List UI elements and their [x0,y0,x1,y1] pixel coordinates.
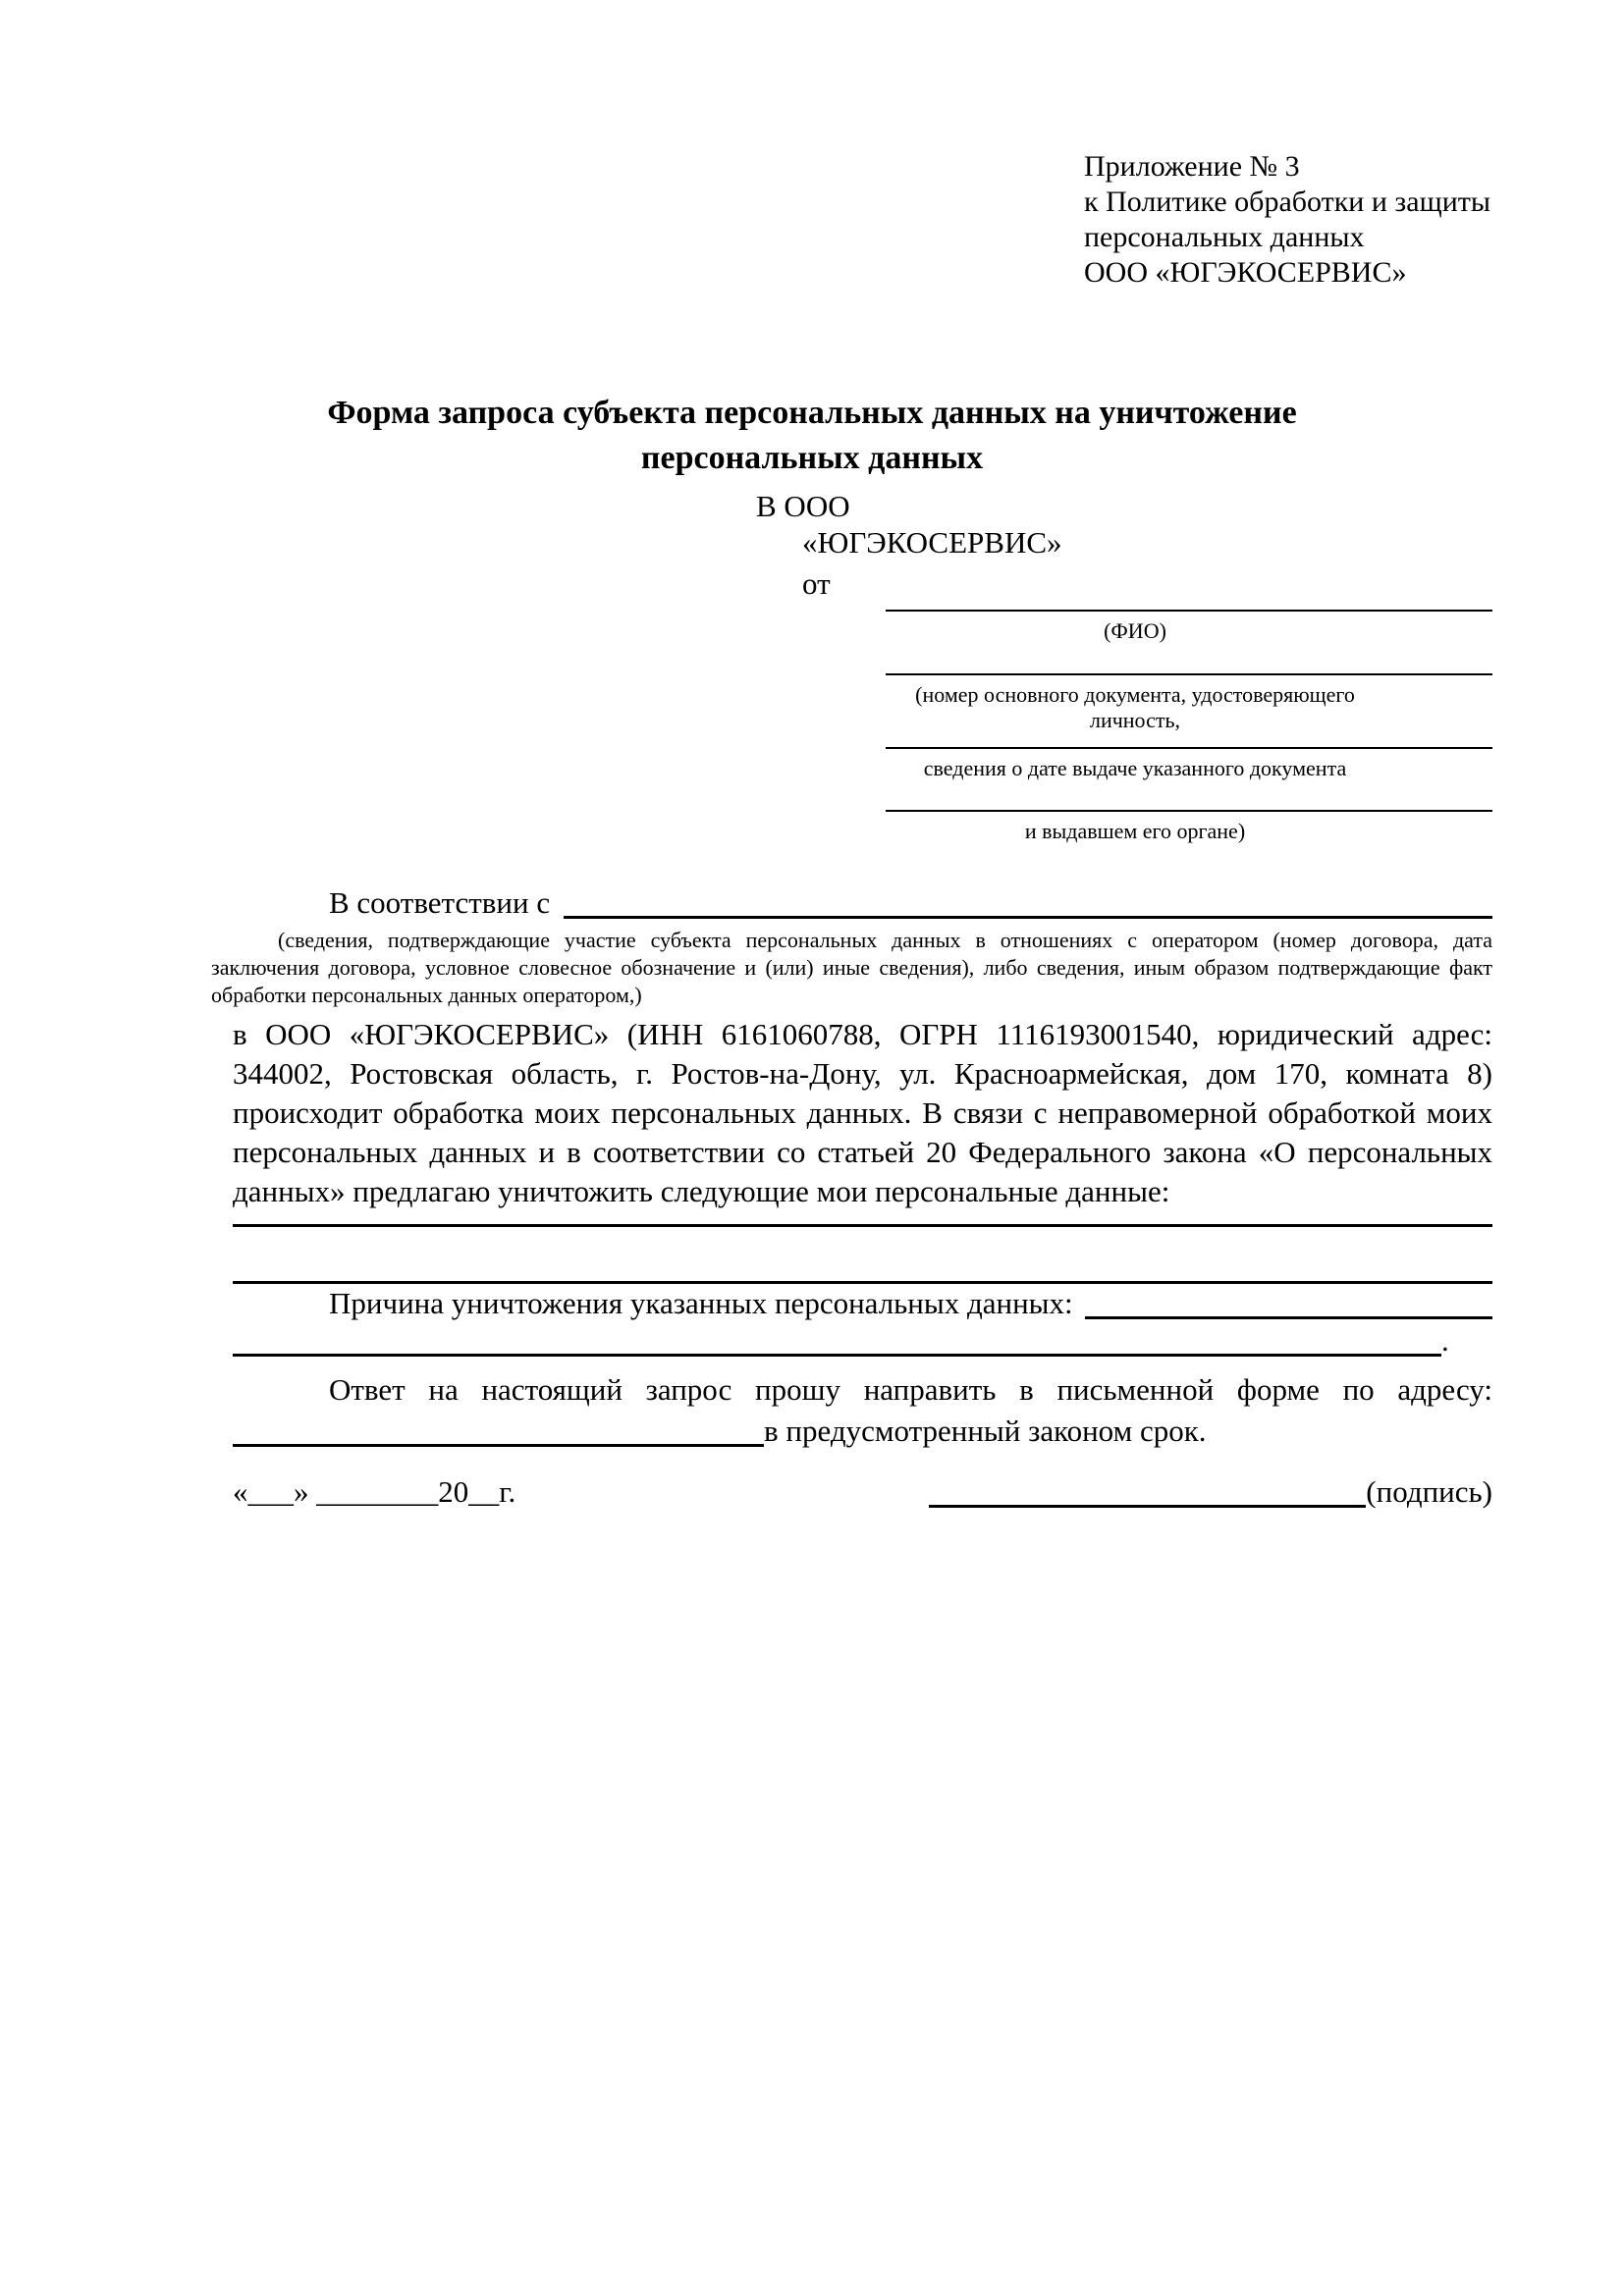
accordance-lead: В соответствии с [329,885,551,920]
reason-continuation-row [233,1321,1492,1361]
accordance-note: (сведения, подтверждающие участие субъекта персональных данных в отношениях с оператором (номер договора, дата заключения договора, условное словесное обозначение и (или) иные сведения), либо сведения, иным образом подтверждающие факт обработки персональных данных оператором,) [211,928,1492,1007]
reason-blank-line [1085,1284,1492,1319]
appendix-number: Приложение № 3 [1084,150,1300,183]
answer-suffix: в предусмотренный законом срок. [764,1414,1207,1448]
id-document-blank-line [886,673,1492,675]
addressee-to: В ООО [756,489,850,523]
signature-row [929,1472,1492,1512]
document-title-line1: Форма запроса субъекта персональных данных на уничтожение [327,395,1297,431]
accordance-row [329,883,1492,923]
issuing-authority-caption: и выдавшем его органе) [1024,819,1246,843]
reason-blank-line-2 [233,1321,1441,1357]
reason-period: . [1441,1323,1449,1358]
document-title [0,391,1624,481]
answer-request-line: Ответ на настоящий запрос прошу направить в письменной форме по адресу: [329,1372,1492,1407]
reason-row [233,1284,1492,1323]
appendix-policy-line: к Политике обработки и защиты [1084,186,1491,218]
issue-date-caption: сведения о дате выдаче указанного документа [923,756,1347,780]
body-paragraph: в ООО «ЮГЭКОСЕРВИС» (ИНН 6161060788, ОГРН 1116193001540, юридический адрес: 344002, Ростовская область, г. Ростов-на-Дону, ул. Красноармейская, дом 170, комната 8) происходит обработка моих персональных данных. В связи с неправомерной обработкой моих персональных данных и в соответствии со статьей 20 Федерального закона «О персональных данных» предлагаю уничтожить следующие мои персональные данные: [233,1017,1492,1208]
issuing-authority-blank-line [886,810,1492,812]
appendix-org-name: ООО «ЮГЭКОСЕРВИС» [1084,256,1407,289]
date-template: «___» ________20__г. [233,1474,516,1509]
accordance-blank-line [564,883,1492,919]
answer-address-row [233,1412,1492,1451]
address-blank-line [233,1412,764,1447]
signature-caption: (подпись) [1366,1474,1492,1509]
document-title-line2: персональных данных [640,440,984,476]
appendix-policy-line2: персональных данных [1084,221,1365,253]
fio-blank-line [886,610,1492,612]
appendix-header [1084,149,1516,291]
addressee-org: «ЮГЭКОСЕРВИС» [802,525,1062,560]
fio-caption: (ФИО) [1104,618,1166,643]
signature-blank-line [929,1472,1366,1508]
reason-lead: Причина уничтожения указанных персональных данных: [329,1286,1073,1320]
addressee-from-label: от [802,566,831,601]
id-document-caption: (номер основного документа, удостоверяющего личность, [915,682,1355,732]
data-blank-line-1 [233,1224,1492,1227]
issue-date-blank-line [886,747,1492,749]
